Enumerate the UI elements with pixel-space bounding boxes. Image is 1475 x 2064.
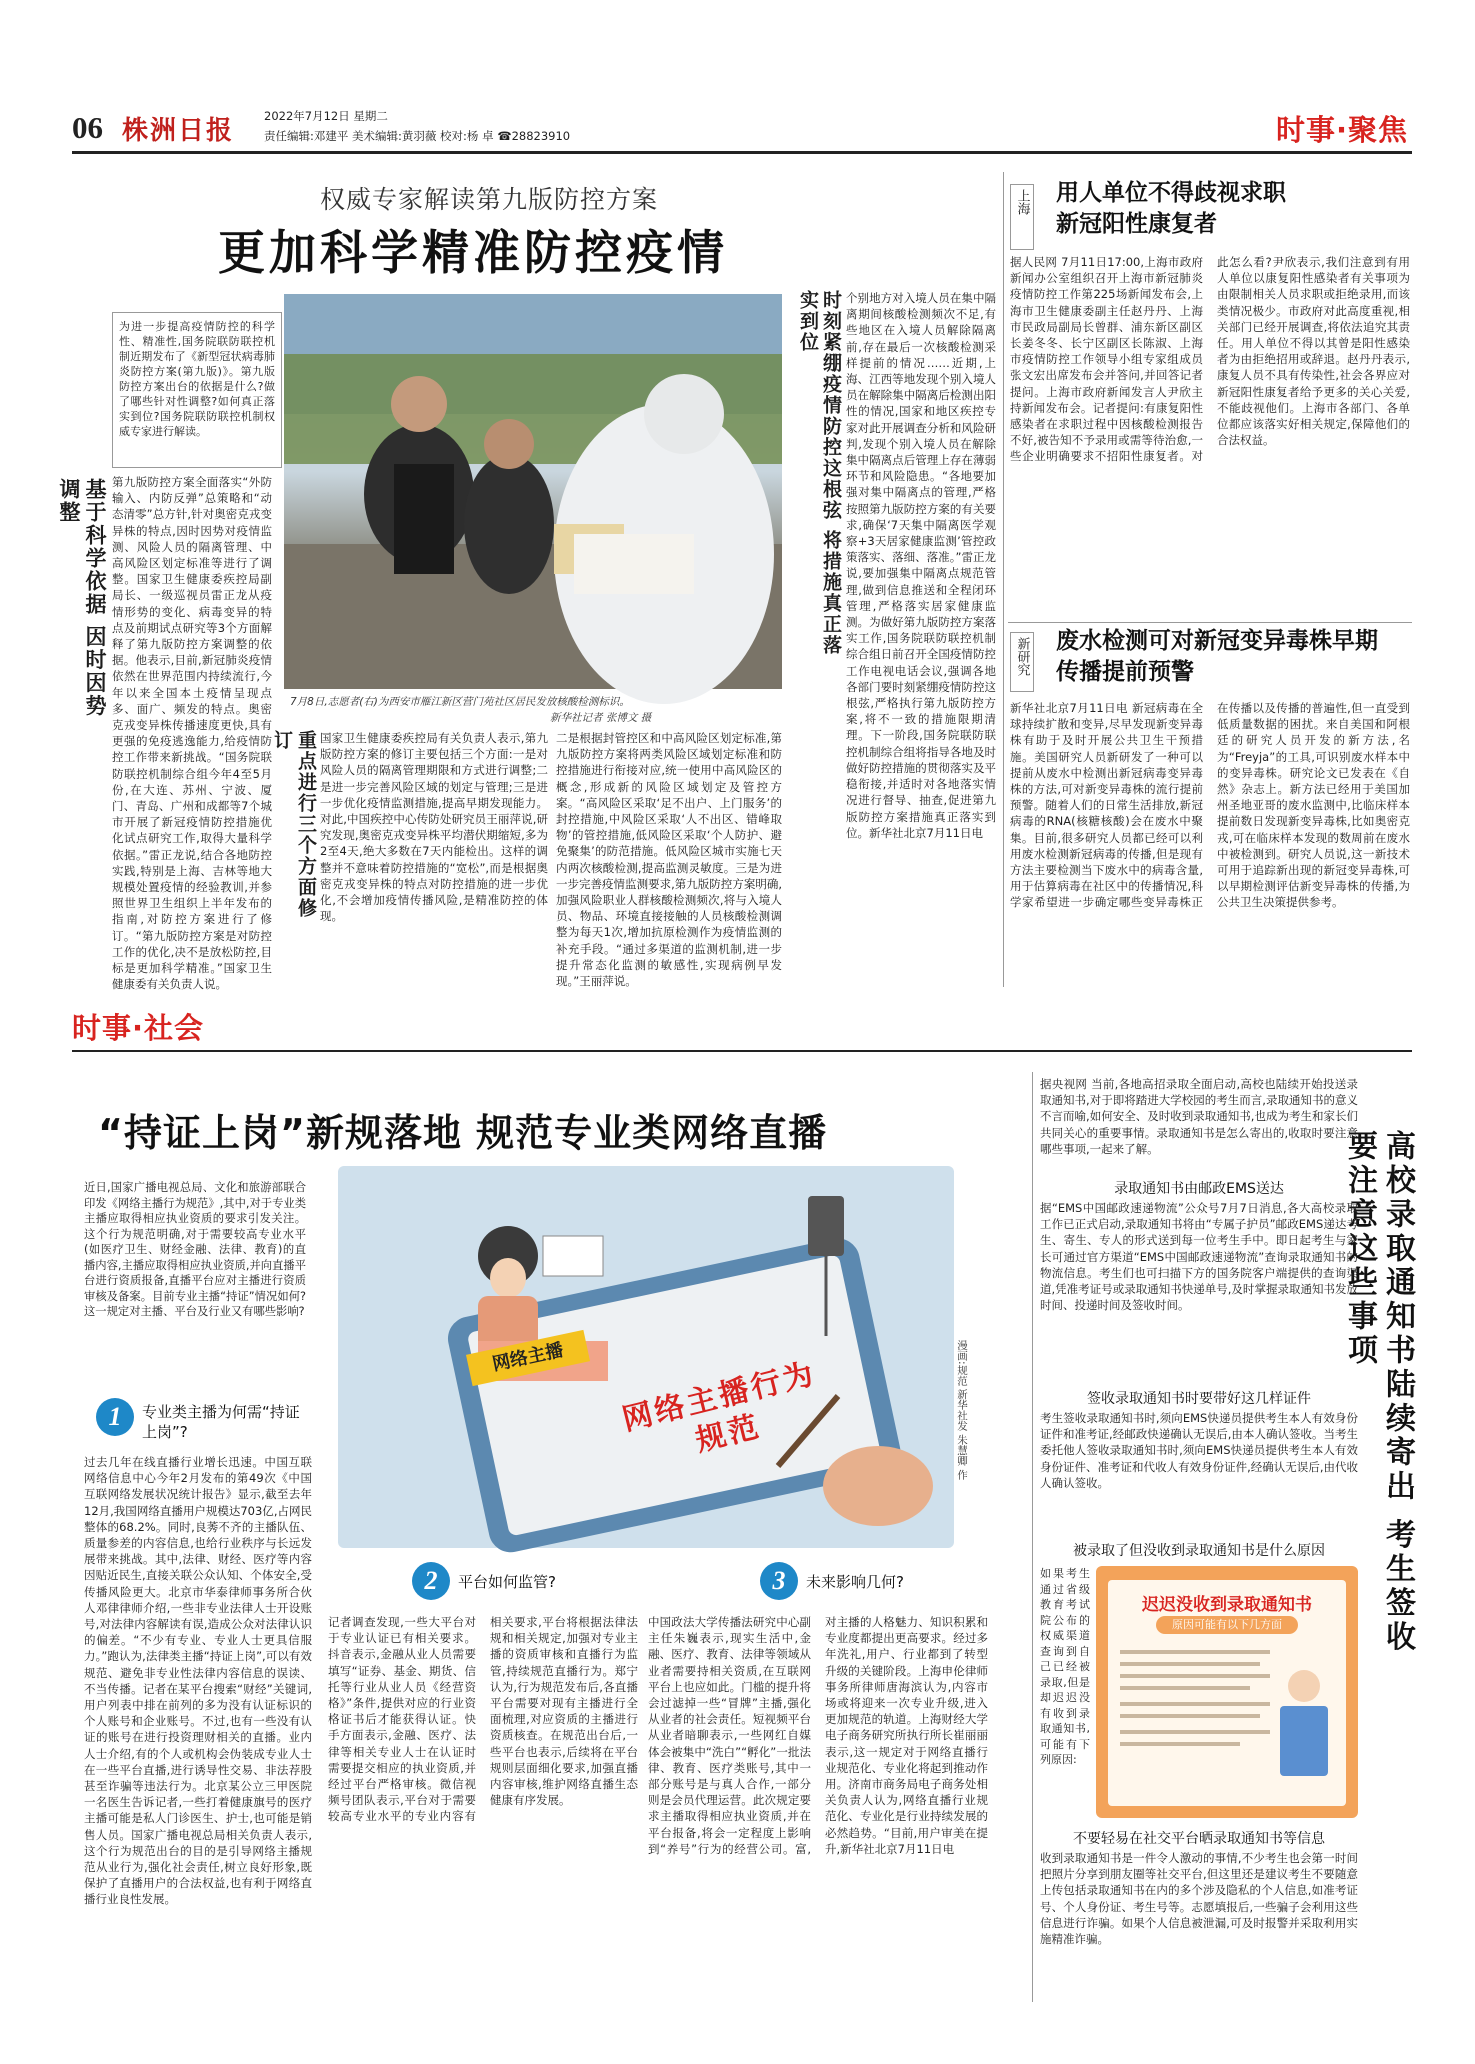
lead-col1-text: 第九版防控方案全面落实“外防输入、内防反弹”总策略和“动态清零”总方针,针对奥密克戎变异株的特点,因时因势对疫情监测、风险人员的隔离管理、中高风险区划定标准等进行了调整。国家卫生健康委疾控局副局长、一级巡视员雷正龙从疫情形势的变化、病毒变异的特点及前期试点研究等3个方面解释了第九版防控方案调整的依据。他表示,目前,新冠肺炎疫情依然在世界范围内持续流行,今年以来全国本土疫情呈现点多、面广、频发的特点。奥密克戎变异株传播速度更快,具有更强的免疫逃逸能力,给疫情防控工作带来新挑战。“国务院联防联控机制综合组今年4至5月份,在大连、苏州、宁波、厦门、青岛、广州和成都等7个城市开展了新冠疫情防控措施优化试点研究工作,取得大量科学依据。”雷正龙说,结合各地防控实践,特别是上海、吉林等地大规模处置疫情的经验教训,并参照世界卫生组织上半年发布的指南,对防控方案进行了修订。“第九版防控方案是对防控工作的优化,决不是放松防控,目标是更加科学精准。”国家卫生健康委有关负责人说。 — [112, 475, 272, 992]
photo-credit: 新华社记者 张博文 摄 — [550, 712, 652, 724]
admission-h2: 签收录取通知书时要带好这几样证件 — [1087, 1391, 1311, 1407]
divider-v-lead — [1003, 172, 1004, 987]
lead-photo — [284, 294, 782, 689]
lead-subtitle: 权威专家解读第九版防控方案 — [320, 185, 659, 214]
q3-body: 中国政法大学传播法研究中心副主任朱巍表示,现实生活中,金融、医疗、教育、法律等领域从业者需要持相关资质,在互联网平台上也应如此。门槛的提升将会过滤掉一些“冒牌”主播,强化从业者的社会责任。短视频平台从业者暗聊表示,一些网红自媒体会被集中“洗白”“孵化”一批法律、教育、医疗类账号,其中一部分账号是与真人合作,一部分则是会员代理运营。此次规定要求主播取得相应执业资质,并在平台报备,将会一定程度上影响到“养号”行为的经营公司。富,对主播的人格魅力、知识积累和专业度都提出更高要求。经过多年洗礼,用户、行业都到了转型升级的关键阶段。上海申伦律师事务所律师唐海滨认为,内容市场或将迎来一次专业升级,进入更加规范的轨道。上海财经大学电子商务研究所执行所长崔丽丽表示,这一规定对于网络直播行业规范化、专业化将起到推动作用。济南市商务局电子商务处相关负责人认为,网络直播行业规范化、专业化是行业持续发展的必然趋势。“目前,用户审美在提升,新华社北京7月11日电 — [648, 1615, 988, 1856]
section-label-top: 时事·聚焦 — [1275, 113, 1408, 147]
q2-title: 平台如何监管? — [458, 1573, 556, 1591]
right-title-2: 废水检测可对新冠变异毒株早期传播提前预警 — [1056, 628, 1378, 685]
divider-h-right — [1008, 622, 1412, 623]
admission-p3: 如果考生通过省级教育考试院公布的权威渠道查询到自己已经被录取,但是却迟迟没有收到录取通知书,可能有下列原因: — [1040, 1567, 1090, 1766]
right-body-2: 新华社北京7月11日电 新冠病毒在全球持续扩散和变异,尽早发现新变异毒株有助于及时开展公共卫生干预措施。美国研究人员新研发了一种可以提前从废水中检测出新冠病毒变异毒株的方法,可对新变异毒株的流行提前预警。随着人们的日常生活排放,新冠病毒的RNA(核糖核酸)会在废水中聚集。目前,很多研究人员都已经可以利用废水检测新冠病毒的传播,但是现有方法主要检测当下废水中的病毒含量,用于估算病毒在社区中的传播情况,科学家希望进一步确定哪些变异毒株正在传播以及传播的普遍性,但一直受到低质量数据的困扰。来自美国和阿根廷的研究人员开发的新方法,名为“Freyja”的工具,可识别废水样本中的变异毒株。研究论文已发表在《自然》杂志上。新方法已经用于美国加州圣地亚哥的废水监测中,比临床样本提前数日发现新变异毒株,比如奥密克戎,可在临床样本发现的数周前在废水中被检测到。研究人员说,这一新技术可用于追踪新出现的新冠变异毒株,可以早期检测评估新变异毒株的传播,为公共卫生决策提供参考。 — [1010, 701, 1410, 910]
admission-intro: 据央视网 当前,各地高招录取全面启动,高校也陆续开始投送录取通知书,对于即将踏进大学校园的考生而言,录取通知书的意义不言而喻,如何安全、及时收到录取通知书,也成为考生和家长们共同关心的重要事情。录取通知书是怎么寄出的,收取时要注意哪些事项,一起来了解。 — [1040, 1077, 1358, 1156]
live-illustration — [338, 1166, 954, 1548]
tag-research-label: 新研究 — [1014, 637, 1030, 676]
admission-p2: 考生签收录取通知书时,须向EMS快递员提供考生本人有效身份证件和准考证,经邮政快递确认无误后,由本人确认签收。当考生委托他人签收录取通知书时,须向EMS快递员提供考生本人有效身份证件、准考证和代收人有效身份证件,经确认无误后,由代收人确认签收。 — [1040, 1411, 1358, 1490]
live-intro: 近日,国家广播电视总局、文化和旅游部联合印发《网络主播行为规范》,其中,对于专业类主播应取得相应执业资质的要求引发关注。这个行为规范明确,对于需要较高专业水平(如医疗卫生、财经金融、法律、教育)的直播内容,主播应取得相应执业资质,并向直播平台进行资质报备,直播平台应对主播进行资质审核及备案。目前专业主播“持证”情况如何?这一规定对主播、平台及行业又有哪些影响? — [84, 1181, 306, 1318]
lead-col2-text: 国家卫生健康委疾控局有关负责人表示,第九版防控方案的修订主要包括三个方面:一是对风险人员的隔离管理期限和方式进行调整;二是进一步完善风险区域的划定与管理;三是进一步优化疫情监测措施,提高早期发现能力。对此,中国疾控中心传防处研究员王丽萍说,研究发现,奥密克戎变异株平均潜伏期缩短,多为2至4天,绝大多数在7天内能检出。这样的调整并不意味着防控措施的“宽松”,而是根据奥密克戎变异株的特点对防控措施的进一步优化,不会增加疫情传播风险,是精准防控的体现。 — [320, 731, 548, 924]
lead-side-head-3: 时刻紧绷疫情防控这根弦 将措施真正落实到位 — [797, 290, 842, 656]
photo-caption: 7月8日,志愿者(右)为西安市雁江新区营门苑社区居民发放核酸检测标识。 — [290, 696, 630, 708]
q1-title: 专业类主播为何需“持证上岗”? — [142, 1403, 300, 1441]
editors-line: 责任编辑:邓建平 美术编辑:黄羽薇 校对:杨 卓 ☎28823910 — [264, 129, 571, 143]
q1-number: 1 — [96, 1398, 134, 1436]
q2-number: 2 — [412, 1562, 450, 1600]
illus-screen-text: 网络主播行为规范 — [618, 1356, 820, 1459]
lead-side-head-2: 重点进行三个方面修订 — [271, 730, 317, 919]
admission-p1: 据“EMS中国邮政速递物流”公众号7月7日消息,各大高校录取工作已正式启动,录取通知书将由“专属子护员”邮政EMS递达考生、寄生、专人的形式送到每一位考生手中。即日起考生与家长可通过官方渠道“EMS中国邮政速递物流”查询录取通知书的物流信息。考生们也可扫描下方的国务院客户端提供的查询渠道,凭准考证号或录取通知书快递单号,及时掌握录取通知书发放时间、投递时间及签收时间。 — [1040, 1201, 1358, 1313]
page-number: 06 — [72, 110, 103, 145]
tag-research — [1010, 632, 1034, 692]
live-title: “持证上岗”新规落地 规范专业类网络直播 — [98, 1111, 828, 1155]
tag-shanghai-label: 上海 — [1014, 189, 1030, 215]
section2-rule — [72, 1050, 1412, 1052]
divider-v-bottom — [1032, 1072, 1033, 2002]
page-header — [72, 106, 1412, 152]
lead-col3-text: 二是根据封管控区和中高风险区划定标准,第九版防控方案将两类风险区域划定标准和防控措施进行衔接对应,统一使用中高风险区的概念,形成新的风险区域划定及管控方案。“高风险区采取‘足不出户、上门服务’的封控措施,中风险区采取‘人不出区、错峰取物’的管控措施,低风险区采取‘个人防护、避免聚集’的防范措施。低风险区城市实施七天内两次核酸检测,提高监测灵敏度。三是为进一步完善疫情监测要求,第九版防控方案明确,加强风险职业人群核酸检测频次,将与入境人员、物品、环境直接接触的人员核酸检测调整为每天1次,增加抗原检测作为疫情监测的补充手段。“通过多渠道的监测机制,进一步提升常态化监测的敏感性,实现病例早发现。”王丽萍说。 — [556, 731, 782, 989]
section2-label: 时事·社会 — [72, 1011, 205, 1045]
admission-h1: 录取通知书由邮政EMS送达 — [1114, 1181, 1284, 1197]
illustration-drawing — [338, 1166, 954, 1548]
admission-card-sub: 原因可能有以下几方面 — [1156, 1616, 1298, 1634]
lead-title: 更加科学精准防控疫情 — [218, 226, 728, 281]
lead-side-head-1: 基于科学依据 因时因势调整 — [57, 478, 107, 718]
q1-body: 过去几年在线直播行业增长迅速。中国互联网络信息中心今年2月发布的第49次《中国互联网络发展状况统计报告》显示,截至去年12月,我国网络直播用户规模达703亿,占网民整体的68.2%。同时,良莠不齐的主播队伍、质量参差的内容信息,也给行业秩序与长远发展带来挑战。其中,法律、财经、医疗等内容因贴近民生,直接关联公众认知、个体安全,受传播风险更大。北京市华泰律师事务所合伙人邓律律师介绍,一些非专业法律人士开设账号,对法律内容解读有误,造成公众对法律认识的偏差。“不少有专业、专业人士更具信服力。”跑认为,法律类主播“持证上岗”,可以有效规范、避免非专业性法律内容信息的误读、不当传播。记者在某平台搜索“财经”关键词,用户列表中排在前列的多为没有认证标识的个人账号和企业账号。不过,也有一些没有认证的账号在进行投资理财相关的直播。业内人士介绍,有的个人或机构会伪装成专业人士在一些平台直播,进行诱导性交易、非法荐股甚至诈骗等违法行为。北京某公立三甲医院一名医生告诉记者,一些打着健康旗号的医疗主播可能是私人门诊医生、护士,也可能是销售人员。国家广播电视总局相关负责人表示,这个行为规范出台的目的是引导网络主播规范从业行为,强化社会责任,树立良好形象,既保护了直播用户的合法权益,也有利于网络直播行业良性发展。 — [84, 1455, 312, 1907]
card-lines — [1120, 1646, 1334, 1796]
admission-h4: 不要轻易在社交平台晒录取通知书等信息 — [1073, 1831, 1325, 1847]
admission-p4: 收到录取通知书是一件令人激动的事情,不少考生也会第一时间把照片分享到朋友圈等社交平台,但这里还是建议考生不要随意上传包括录取通知书在内的多个涉及隐私的个人信息,如准考证号、个人身份证、考生号等。志愿填报后,一些骗子会利用这些信息进行诈骗。如果个人信息被泄漏,可及时报警并采取利用实施精准诈骗。 — [1040, 1851, 1358, 1947]
q3-title: 未来影响几何? — [806, 1573, 904, 1591]
q3-number: 3 — [760, 1562, 798, 1600]
photo-scene — [284, 294, 782, 689]
header-rule — [72, 151, 1412, 154]
newspaper-logo: 株洲日报 — [122, 116, 235, 146]
admission-card-title: 迟迟没收到录取通知书 — [1142, 1595, 1312, 1615]
admission-card — [1096, 1566, 1358, 1818]
q2-body: 记者调查发现,一些大平台对于专业认证已有相关要求。抖音表示,金融从业人员需要填写“证券、基金、期货、信托等行业从业人员《经营资格》”条件,提供对应的行业资格证书后才能获得认证。快手方面表示,金融、医疗、法律等相关专业人士在认证时需要提交相应的执业资质,并经过平台严格审核。微信视频号团队表示,平台对于需要较高专业水平的专业内容有相关要求,平台将根据法律法规和相关规定,加强对专业主播的资质审核和直播行为监管,持续规范直播行为。郑宁认为,行为规范发布后,各直播平台需要对现有主播进行全面梳理,对应资质的主播进行资质核查。在规范出台后,一些平台也表示,后续将在平台规则层面细化要求,加强直播内容审核,维护网络直播生态健康有序发展。 — [328, 1615, 638, 1824]
admission-h3: 被录取了但没收到录取通知书是什么原因 — [1073, 1543, 1325, 1559]
right-body-1: 据人民网 7月11日17:00,上海市政府新闻办公室组织召开上海市新冠肺炎疫情防控工作第225场新闻发布会,上海市卫生健康委副主任赵丹丹、上海市民政局副局长曾群、浦东新区副区长姜冬冬、长宁区副区长陈淑、上海市疫情防控工作领导小组专家组成员张文宏出席发布会并答问,并回答记者提问。上海市政府新闻发言人尹欣主持新闻发布会。记者提问:有康复阳性感染者在求职过程中因核酸检测报告不好,被告知不予录用或需等待治愈,一些企业明确要求不招阳性康复者。对此怎么看?尹欣表示,我们注意到有用人单位以康复阳性感染者有关事项为由限制相关人员求职或拒绝录用,而该类情况极少。市政府对此高度重视,相关部门已经开展调查,将依法追究其责任。用人单位不得以其曾是阳性感染者为由拒绝招用或辞退。赵丹丹表示,康复人员不具有传染性,社会各界应对新冠阳性康复者给予更多的关心关爱,不能歧视他们。上海市各部门、各单位都应该落实好相关规定,保障他们的合法权益。 — [1010, 255, 1410, 464]
lead-intro: 为进一步提高疫情防控的科学性、精准性,国务院联防联控机制近期发布了《新型冠状病毒肺炎防控方案(第九版)》。第九版防控方案出台的依据是什么?做了哪些针对性调整?如何真正落实到位?国务院联防联控机制权威专家进行解读。 — [112, 312, 282, 468]
illus-credit: 漫画:规范 新华社发 朱慧卿 作 — [956, 1340, 968, 1480]
right-title-1: 用人单位不得歧视求职新冠阳性康复者 — [1056, 180, 1286, 237]
date-line: 2022年7月12日 星期二 — [264, 109, 388, 123]
admission-vertical-title: 高校录取通知书陆续寄出 考生签收要注意这些事项 — [1342, 1130, 1415, 1655]
lead-col4-text: 个别地方对入境人员在集中隔离期间核酸检测频次不足,有些地区在入境人员解除隔离前,存在最后一次核酸检测采样提前的情况……近期,上海、江西等地发现个别入境人员在解除集中隔离后检测出阳性的情况,国家和地区疾控专家对此开展调查分析和风险研判,发现个别入境人员在解除集中隔离点后管理上存在薄弱环节和风险隐患。“各地要加强对集中隔离点的管理,严格按照第九版防控方案的有关要求,确保‘7天集中隔离医学观察+3天居家健康监测’管控政策落实、落细、落准。”雷正龙说,要加强集中隔离点规范管理,做到信息推送和全程闭环管理,严格落实居家健康监测。为做好第九版防控方案落实工作,国务院联防联控机制综合组日前召开全国疫情防控工作电视电话会议,强调各地各部门要时刻紧绷疫情防控这根弦,严格执行第九版防控方案,将不一致的措施限期清理。下一阶段,国务院联防联控机制综合组将指导各地及时做好防控措施的贯彻落实及平稳衔接,并适时对各地落实情况进行督导、抽查,促进第九版防控方案措施真正落实到位。新华社北京7月11日电 — [846, 291, 996, 840]
illus-sign: 网络主播 — [466, 1330, 590, 1386]
tag-shanghai — [1010, 184, 1034, 250]
